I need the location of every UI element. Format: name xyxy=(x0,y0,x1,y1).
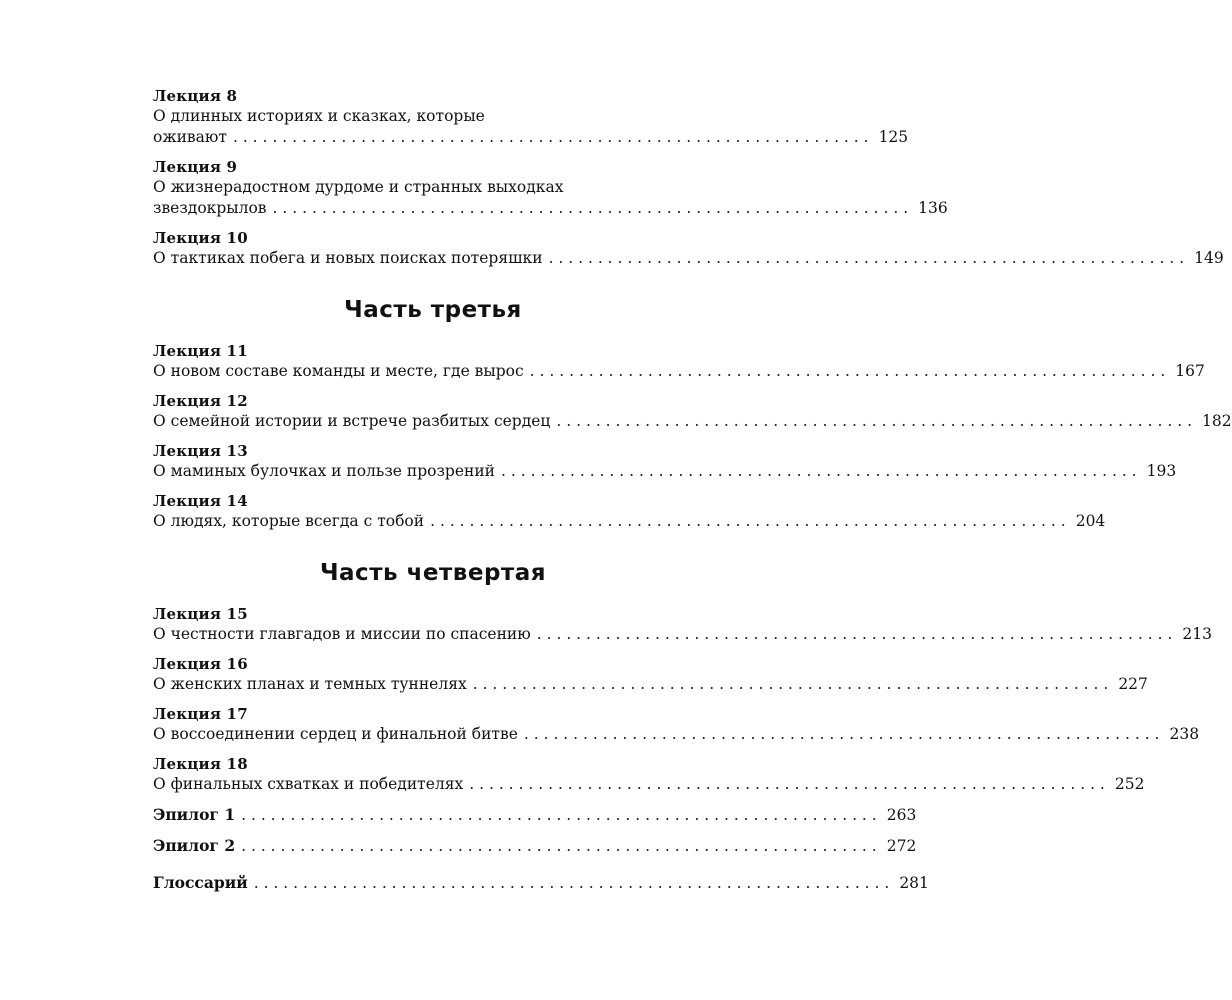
toc-entry-lecture-12[interactable] xyxy=(153,391,1232,432)
lecture-title: О финальных схватках и победителях xyxy=(153,775,464,793)
dot-leader xyxy=(524,724,1160,745)
lecture-title: О новом составе команды и месте, где вырос xyxy=(153,362,524,380)
dot-leader xyxy=(473,674,1109,695)
lecture-title-row xyxy=(153,724,1200,745)
lecture-title: О людях, которые всегда с тобой xyxy=(153,512,425,530)
lecture-label: Лекция 14 xyxy=(153,492,248,510)
toc-entry-lecture-17[interactable] xyxy=(153,704,1200,745)
entry-row xyxy=(153,804,917,826)
dot-leader xyxy=(549,248,1185,269)
lecture-title: О маминых булочках и пользе прозрений xyxy=(153,462,496,480)
toc-entry-lecture-8[interactable] xyxy=(153,86,909,148)
toc-entry-epilogue-1[interactable] xyxy=(153,804,917,826)
entry-row xyxy=(153,835,917,857)
toc-entry-lecture-18[interactable] xyxy=(153,754,1145,795)
lecture-title-row xyxy=(153,774,1145,795)
part-heading-three: Часть третья xyxy=(344,297,522,323)
lecture-title-row xyxy=(153,361,1205,382)
lecture-title-row xyxy=(153,511,1106,532)
lecture-title-row xyxy=(153,248,1224,269)
lecture-title-row xyxy=(153,411,1232,432)
page-number: 125 xyxy=(878,128,909,146)
lecture-label: Лекция 17 xyxy=(153,705,248,723)
lecture-title-row xyxy=(153,674,1148,695)
entry-row xyxy=(153,872,929,894)
lecture-label: Лекция 16 xyxy=(153,655,248,673)
lecture-title-row xyxy=(153,624,1212,645)
dot-leader xyxy=(469,774,1105,795)
toc-entry-lecture-11[interactable] xyxy=(153,341,1205,382)
toc-entry-epilogue-2[interactable] xyxy=(153,835,917,857)
page-number: 281 xyxy=(899,874,929,892)
dot-leader xyxy=(233,127,869,148)
lecture-title-line: О длинных историях и сказках, которые xyxy=(153,107,485,125)
lecture-title-line: О жизнерадостном дурдоме и странных выходках xyxy=(153,178,564,196)
toc-entry-lecture-16[interactable] xyxy=(153,654,1148,695)
page-number: 182 xyxy=(1202,412,1232,430)
lecture-title: О тактиках побега и новых поисках потеряшки xyxy=(153,249,543,267)
toc-entry-lecture-14[interactable] xyxy=(153,491,1106,532)
lecture-title: оживают xyxy=(153,128,227,146)
page-number: 263 xyxy=(886,806,917,824)
toc-entry-lecture-13[interactable] xyxy=(153,441,1177,482)
dot-leader xyxy=(501,461,1137,482)
lecture-label: Лекция 9 xyxy=(153,158,238,176)
lecture-label: Лекция 15 xyxy=(153,605,248,623)
lecture-label: Лекция 10 xyxy=(153,229,248,247)
page-number: 149 xyxy=(1194,249,1224,267)
dot-leader xyxy=(241,805,877,826)
page-number: 272 xyxy=(886,837,917,855)
page-number: 213 xyxy=(1182,625,1212,643)
dot-leader xyxy=(430,511,1066,532)
page-number: 167 xyxy=(1175,362,1205,380)
lecture-title: О семейной истории и встрече разбитых сердец xyxy=(153,412,551,430)
toc-entry-lecture-10[interactable] xyxy=(153,228,1224,269)
toc-entry-lecture-15[interactable] xyxy=(153,604,1212,645)
lecture-label: Лекция 12 xyxy=(153,392,248,410)
lecture-label: Лекция 18 xyxy=(153,755,248,773)
dot-leader xyxy=(241,836,877,857)
entry-title: Глоссарий xyxy=(153,873,248,892)
lecture-title: О женских планах и темных туннелях xyxy=(153,675,467,693)
lecture-title: звездокрылов xyxy=(153,199,267,217)
lecture-title-row xyxy=(153,198,948,219)
lecture-title: О честности главгадов и миссии по спасению xyxy=(153,625,531,643)
toc-entry-glossary[interactable] xyxy=(153,872,929,894)
page-number: 227 xyxy=(1118,675,1148,693)
page-number: 204 xyxy=(1075,512,1106,530)
page-number: 252 xyxy=(1114,775,1145,793)
lecture-label: Лекция 11 xyxy=(153,342,248,360)
dot-leader xyxy=(530,361,1166,382)
table-of-contents xyxy=(153,86,1232,903)
dot-leader xyxy=(556,411,1192,432)
dot-leader xyxy=(537,624,1173,645)
part-heading-four: Часть четвертая xyxy=(319,560,547,586)
page-number: 193 xyxy=(1146,462,1177,480)
dot-leader xyxy=(273,198,909,219)
page-number: 136 xyxy=(918,199,948,217)
entry-title: Эпилог 2 xyxy=(153,836,236,855)
lecture-title-row xyxy=(153,127,909,148)
dot-leader xyxy=(254,873,890,894)
lecture-title-row xyxy=(153,461,1177,482)
lecture-label: Лекция 13 xyxy=(153,442,248,460)
entry-title: Эпилог 1 xyxy=(153,805,236,824)
toc-entry-lecture-9[interactable] xyxy=(153,157,948,219)
lecture-title: О воссоединении сердец и финальной битве xyxy=(153,725,518,743)
lecture-label: Лекция 8 xyxy=(153,87,238,105)
page-number: 238 xyxy=(1169,725,1200,743)
